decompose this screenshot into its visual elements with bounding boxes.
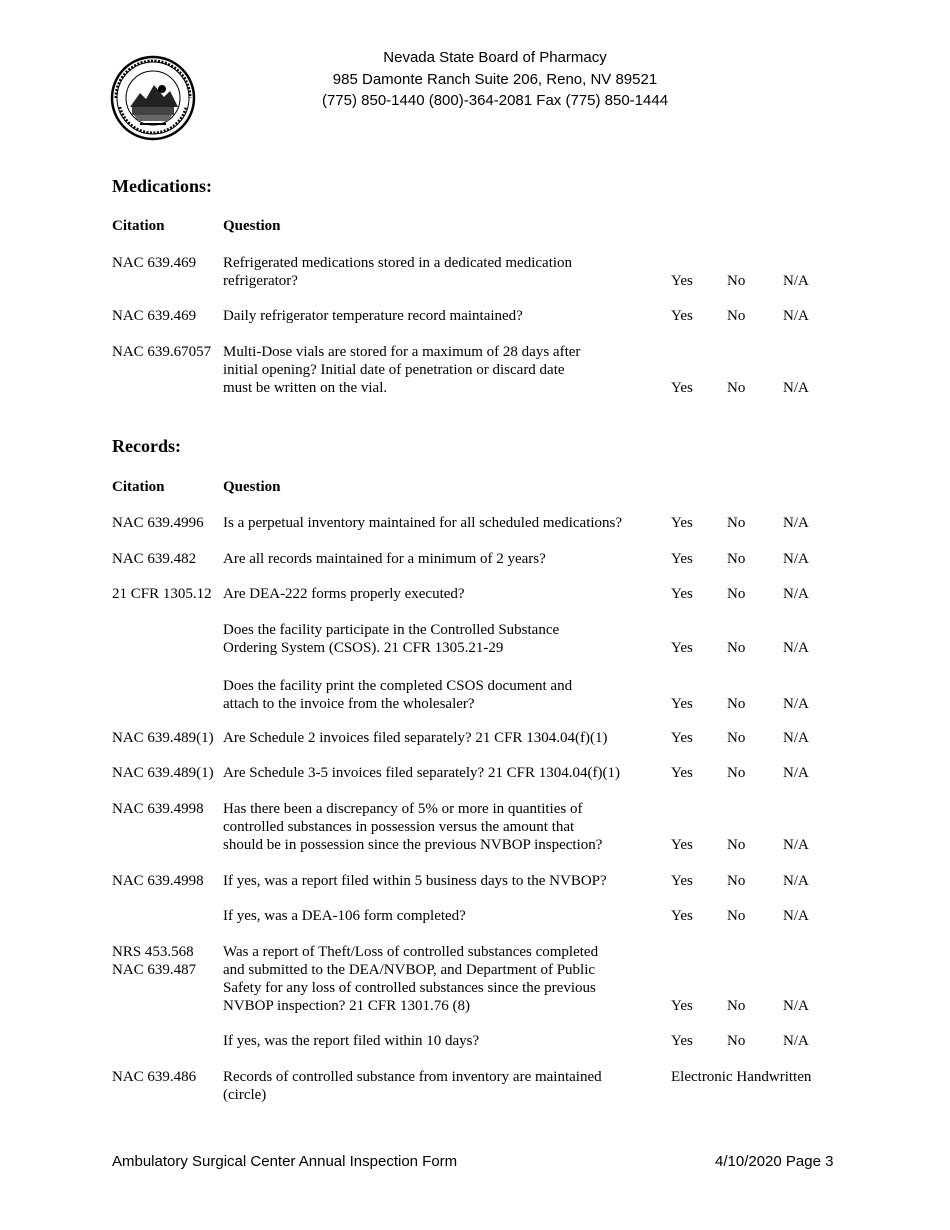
yes-option[interactable]: Yes <box>671 586 693 602</box>
board-address: 985 Damonte Ranch Suite 206, Reno, NV 89521 <box>332 70 658 88</box>
table-row <box>0 677 950 713</box>
na-option[interactable]: N/A <box>783 837 809 853</box>
question-cell: If yes, was a DEA-106 form completed? <box>223 908 466 924</box>
citation-cell: NAC 639.482 <box>112 551 197 567</box>
na-option[interactable]: N/A <box>783 696 809 712</box>
yes-option[interactable]: Yes <box>671 1033 693 1049</box>
no-option[interactable]: No <box>727 730 746 746</box>
board-header <box>300 47 690 112</box>
table-row <box>0 307 950 325</box>
no-option[interactable]: No <box>727 908 746 924</box>
records-title: Records: <box>112 436 181 456</box>
yes-option[interactable]: Yes <box>671 908 693 924</box>
table-row <box>0 729 950 747</box>
citation-cell: NAC 639.4996 <box>112 515 204 531</box>
citation-header: Citation <box>112 479 165 495</box>
date-page: 4/10/2020 Page 3 <box>715 1153 834 1170</box>
question-cell: Was a report of Theft/Loss of controlled substances completed and submitted to the DEA/NVBOP, and Department of Public Safety for any loss of controlled substances since the previous NVBOP inspection? 21 CFR 1301.76 (8) <box>223 944 599 1014</box>
citation-header: Citation <box>112 218 165 234</box>
board-phone: (775) 850-1440 (800)-364-2081 Fax (775) 850-1444 <box>321 92 669 109</box>
question-cell: If yes, was the report filed within 10 days? <box>223 1033 480 1049</box>
table-row <box>0 872 950 890</box>
record-format-options[interactable]: Electronic Handwritten <box>671 1069 812 1085</box>
citation-cell: NRS 453.568 NAC 639.487 <box>112 944 197 978</box>
citation-cell: NAC 639.4998 <box>112 801 204 817</box>
question-cell: Are all records maintained for a minimum of 2 years? <box>223 551 546 567</box>
question-cell: Are Schedule 3-5 invoices filed separately? 21 CFR 1304.04(f)(1) <box>223 765 620 781</box>
yes-option[interactable]: Yes <box>671 308 693 324</box>
no-option[interactable]: No <box>727 586 746 602</box>
na-option[interactable]: N/A <box>783 515 809 531</box>
table-row <box>0 514 950 532</box>
citation-cell: NAC 639.489(1) <box>112 730 214 746</box>
citation-cell: 21 CFR 1305.12 <box>112 586 212 602</box>
table-row <box>0 800 950 854</box>
no-option[interactable]: No <box>727 837 746 853</box>
form-name: Ambulatory Surgical Center Annual Inspection Form <box>112 1153 458 1170</box>
question-cell: Refrigerated medications stored in a dedicated medication refrigerator? <box>223 255 573 289</box>
yes-option[interactable]: Yes <box>671 730 693 746</box>
yes-option[interactable]: Yes <box>671 696 693 712</box>
na-option[interactable]: N/A <box>783 730 809 746</box>
citation-cell: NAC 639.486 <box>112 1069 197 1085</box>
no-option[interactable]: No <box>727 1033 746 1049</box>
table-row <box>0 943 950 1015</box>
table-row <box>0 621 950 657</box>
citation-cell: NAC 639.469 <box>112 255 197 271</box>
no-option[interactable]: No <box>727 873 746 889</box>
no-option[interactable]: No <box>727 551 746 567</box>
na-option[interactable]: N/A <box>783 873 809 889</box>
na-option[interactable]: N/A <box>783 765 809 781</box>
medications-title: Medications: <box>112 176 212 196</box>
citation-cell: NAC 639.489(1) <box>112 765 214 781</box>
yes-option[interactable]: Yes <box>671 765 693 781</box>
board-name: Nevada State Board of Pharmacy <box>383 49 607 66</box>
table-row <box>0 764 950 782</box>
na-option[interactable]: N/A <box>783 1033 809 1049</box>
table-row <box>0 1068 950 1104</box>
no-option[interactable]: No <box>727 998 746 1014</box>
question-cell: Does the facility print the completed CSOS document and attach to the invoice from the wholesaler? <box>223 678 573 712</box>
question-cell: Are DEA-222 forms properly executed? <box>223 586 465 602</box>
na-option[interactable]: N/A <box>783 273 809 289</box>
citation-cell: NAC 639.4998 <box>112 873 204 889</box>
question-header: Question <box>223 479 281 495</box>
no-option[interactable]: No <box>727 765 746 781</box>
no-option[interactable]: No <box>727 273 746 289</box>
table-row <box>0 254 950 290</box>
na-option[interactable]: N/A <box>783 640 809 656</box>
na-option[interactable]: N/A <box>783 998 809 1014</box>
yes-option[interactable]: Yes <box>671 640 693 656</box>
na-option[interactable]: N/A <box>783 308 809 324</box>
no-option[interactable]: No <box>727 515 746 531</box>
citation-cell: NAC 639.469 <box>112 308 197 324</box>
na-option[interactable]: N/A <box>783 551 809 567</box>
no-option[interactable]: No <box>727 308 746 324</box>
table-row <box>0 550 950 568</box>
yes-option[interactable]: Yes <box>671 837 693 853</box>
question-cell: Multi-Dose vials are stored for a maximum of 28 days after initial opening? Initial date of penetration or discard date must be written on the vial. <box>223 344 581 396</box>
table-row <box>0 585 950 603</box>
table-row <box>0 907 950 925</box>
yes-option[interactable]: Yes <box>671 873 693 889</box>
question-cell: Has there been a discrepancy of 5% or more in quantities of controlled substances in possession versus the amount that should be in possession since the previous NVBOP inspection? <box>223 801 603 853</box>
yes-option[interactable]: Yes <box>671 380 693 396</box>
question-cell: Does the facility participate in the Controlled Substance Ordering System (CSOS). 21 CFR 1305.21-29 <box>223 622 560 656</box>
citation-cell: NAC 639.67057 <box>112 344 212 360</box>
yes-option[interactable]: Yes <box>671 273 693 289</box>
table-row <box>0 343 950 397</box>
question-cell: Daily refrigerator temperature record maintained? <box>223 308 523 324</box>
question-cell: If yes, was a report filed within 5 business days to the NVBOP? <box>223 873 607 889</box>
no-option[interactable]: No <box>727 640 746 656</box>
question-header: Question <box>223 218 281 234</box>
yes-option[interactable]: Yes <box>671 551 693 567</box>
question-cell: Are Schedule 2 invoices filed separately? 21 CFR 1304.04(f)(1) <box>223 730 608 746</box>
no-option[interactable]: No <box>727 380 746 396</box>
no-option[interactable]: No <box>727 696 746 712</box>
table-row <box>0 1032 950 1050</box>
yes-option[interactable]: Yes <box>671 515 693 531</box>
nevada-state-seal-icon <box>110 55 196 141</box>
na-option[interactable]: N/A <box>783 586 809 602</box>
question-cell: Records of controlled substance from inventory are maintained (circle) <box>223 1069 602 1103</box>
yes-option[interactable]: Yes <box>671 998 693 1014</box>
na-option[interactable]: N/A <box>783 380 809 396</box>
na-option[interactable]: N/A <box>783 908 809 924</box>
question-cell: Is a perpetual inventory maintained for all scheduled medications? <box>223 515 623 531</box>
